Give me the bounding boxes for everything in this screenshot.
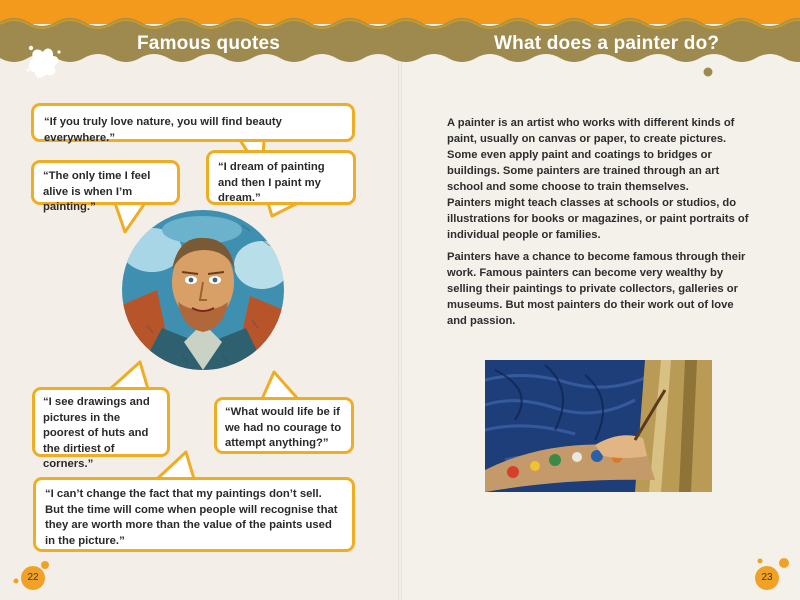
quote-bubble-nature xyxy=(31,103,355,142)
quote-text: “I dream of painting and then I paint my dream.” xyxy=(218,161,325,204)
page-title-right: What does a painter do? xyxy=(494,33,720,54)
quote-text: “If you truly love nature, you will find beauty everywhere.” xyxy=(44,116,282,144)
page-number-left: 22 xyxy=(21,566,45,590)
quote-bubble-paintings xyxy=(33,477,355,552)
quote-bubble-alive xyxy=(31,160,180,213)
self-portrait-image xyxy=(122,210,284,370)
corner-dots xyxy=(0,555,800,600)
paragraph-what-is-painter: A painter is an artist who works with different kinds of paint, usually on canvas or paper, to create pictures. Some even apply paint and coatings to bridges or buildings. Some painters are trained through an art school and some choose to train themselves. xyxy=(447,117,735,193)
painting-palette-image xyxy=(485,360,712,492)
paragraph-becoming-famous: Painters have a chance to become famous through their work. Famous painters can become very wealthy by selling their paintings to private collectors, galleries or museums. But most painters do their work out of love and passion. xyxy=(447,251,746,327)
paragraph-painter-work: Painters might teach classes at schools or studios, do illustrations for books or magazines, or paint portraits of individual people or families. xyxy=(447,197,749,241)
page-number-right: 23 xyxy=(755,566,779,590)
quote-bubble-drawings xyxy=(32,387,170,470)
decorative-dot-icon xyxy=(704,68,713,77)
quote-text: “What would life be if we had no courage to attempt anything?” xyxy=(225,406,342,449)
quote-text: “I see drawings and pictures in the poorest of huts and the dirtiest of corners.” xyxy=(43,396,150,470)
quote-bubble-courage xyxy=(214,397,354,454)
quote-text: “The only time I feel alive is when I’m painting.” xyxy=(43,170,151,213)
quote-bubble-dream xyxy=(206,150,356,205)
page-title-left: Famous quotes xyxy=(137,33,281,54)
quote-text: “I can’t change the fact that my paintings don’t sell. But the time will come when people will recognise that they are worth more than the value of the paints used in the picture.” xyxy=(45,488,338,547)
